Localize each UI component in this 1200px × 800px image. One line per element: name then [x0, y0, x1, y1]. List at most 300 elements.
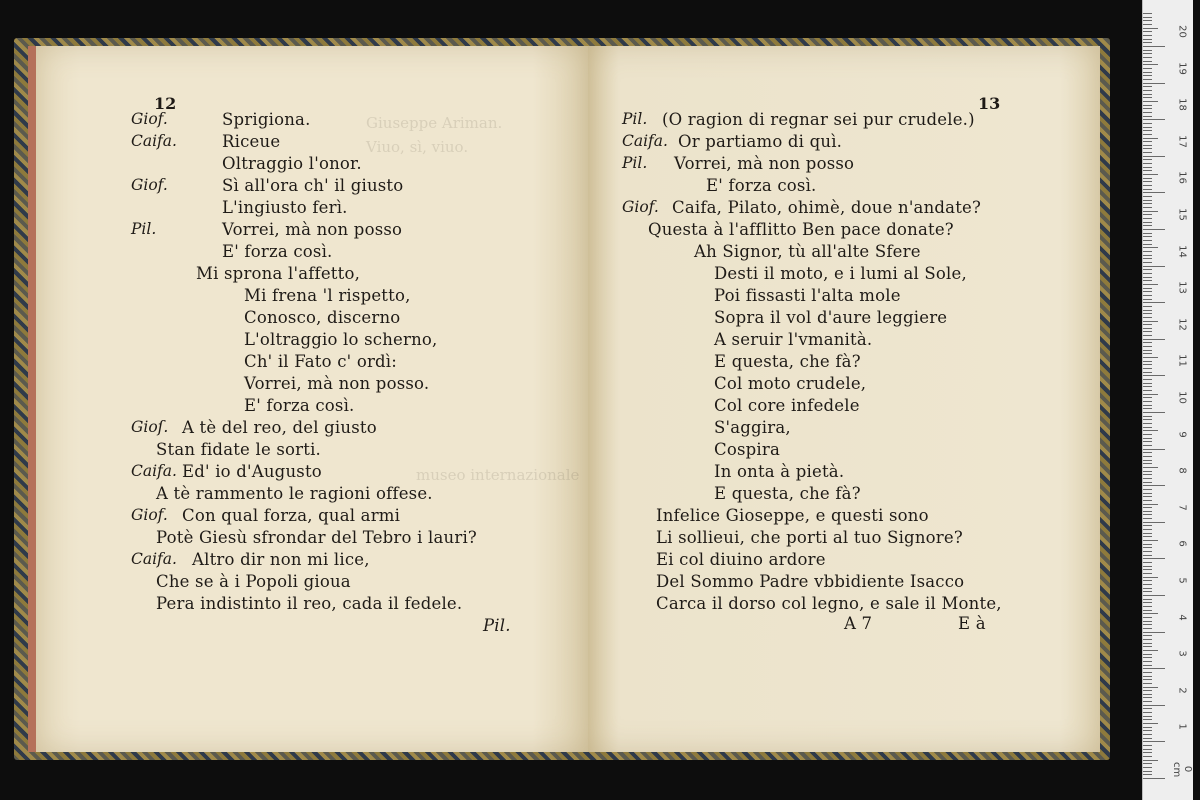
verse-line: Riceue: [222, 132, 281, 151]
ruler-tick: [1143, 705, 1165, 706]
ruler-tick: [1143, 602, 1152, 603]
ruler-tick: [1143, 460, 1152, 461]
ruler-tick: [1143, 83, 1165, 84]
ruler-tick: [1143, 75, 1152, 76]
ruler-label: 8: [1176, 467, 1188, 474]
ruler-tick: [1143, 412, 1165, 413]
ruler-tick: [1143, 514, 1152, 515]
ruler-tick: [1143, 580, 1152, 581]
ruler-tick: [1143, 591, 1152, 592]
ruler-tick: [1143, 288, 1152, 289]
ruler-tick: [1143, 489, 1152, 490]
ruler-tick: [1143, 767, 1152, 768]
ruler-tick: [1143, 302, 1165, 303]
left-page: [36, 46, 589, 752]
ruler-tick: [1143, 79, 1152, 80]
ruler-tick: [1143, 610, 1152, 611]
ruler-label: 16: [1176, 171, 1188, 185]
ruler-tick: [1143, 522, 1165, 523]
ruler-tick: [1143, 708, 1152, 709]
ruler-tick: [1143, 295, 1152, 296]
page-number: 12: [154, 94, 177, 113]
ruler-tick: [1143, 141, 1152, 142]
verse-line: E' forza così.: [706, 176, 817, 195]
ruler-tick: [1143, 416, 1152, 417]
ruler-tick: [1143, 28, 1158, 29]
ruler-tick: [1143, 741, 1165, 742]
verse-line: A tè del reo, del giusto: [182, 418, 377, 437]
ruler-tick: [1143, 116, 1152, 117]
ruler-tick: [1143, 35, 1152, 36]
ruler-tick: [1143, 496, 1152, 497]
ruler-tick: [1143, 24, 1152, 25]
ruler-tick: [1143, 474, 1152, 475]
ruler-tick: [1143, 163, 1152, 164]
ruler-tick: [1143, 588, 1152, 589]
ruler-tick: [1143, 225, 1152, 226]
ruler-tick: [1143, 218, 1152, 219]
verse-line: Ei col diuino ardore: [656, 550, 826, 569]
ruler-tick: [1143, 291, 1152, 292]
ruler-tick: [1143, 478, 1152, 479]
ruler-tick: [1143, 145, 1152, 146]
ruler-tick: [1143, 646, 1152, 647]
ruler-tick: [1143, 621, 1152, 622]
ruler-tick: [1143, 46, 1165, 47]
ruler-tick: [1143, 53, 1152, 54]
ruler-tick: [1143, 540, 1158, 541]
show-through-text: Giuseppe Ariman.: [366, 114, 503, 132]
ruler-label: 1: [1176, 723, 1188, 731]
ruler-tick: [1143, 244, 1152, 245]
verse-line: Li sollieui, che porti al tuo Signore?: [656, 528, 963, 547]
verse-line: Infelice Gioseppe, e questi sono: [656, 506, 929, 525]
ruler-label: 4: [1176, 613, 1188, 621]
ruler-tick: [1143, 127, 1152, 128]
ruler-label: 13: [1176, 281, 1188, 295]
verse-line: Mi sprona l'affetto,: [196, 264, 361, 283]
ruler-tick: [1143, 712, 1152, 713]
ruler-tick: [1143, 42, 1152, 43]
ruler-tick: [1143, 771, 1152, 772]
ruler-tick: [1143, 364, 1152, 365]
ruler-tick: [1143, 108, 1152, 109]
ruler-label: 3: [1176, 650, 1188, 657]
book-cover: [14, 38, 1110, 760]
ruler-label: 10: [1176, 391, 1188, 404]
ruler-tick: [1143, 112, 1152, 113]
ruler-label: 17: [1176, 134, 1188, 148]
verse-line: Del Sommo Padre vbbidiente Isacco: [656, 572, 965, 591]
ruler-tick: [1143, 346, 1152, 347]
ruler-tick: [1143, 701, 1152, 702]
show-through-text: Viuo, sì, viuo.: [366, 138, 469, 156]
signature-mark: A 7: [844, 614, 873, 633]
ruler-tick: [1143, 269, 1152, 270]
speaker-label: Giof.: [131, 110, 168, 128]
ruler-tick: [1143, 745, 1152, 746]
ruler-tick: [1143, 335, 1152, 336]
speaker-label: Pil.: [622, 110, 648, 128]
ruler-tick: [1143, 211, 1158, 212]
ruler-tick: [1143, 273, 1152, 274]
verse-line: L'oltraggio lo scherno,: [244, 330, 438, 349]
ruler-tick: [1143, 657, 1152, 658]
ruler-tick: [1143, 547, 1152, 548]
catchword: Pil.: [483, 616, 511, 635]
ruler-tick: [1143, 624, 1152, 625]
ruler-tick: [1143, 86, 1152, 87]
ruler-tick: [1143, 222, 1152, 223]
ruler-tick: [1143, 181, 1152, 182]
ruler-tick: [1143, 390, 1152, 391]
ruler-tick: [1143, 331, 1152, 332]
ruler-tick: [1143, 105, 1152, 106]
speaker-label: Giof.: [131, 506, 168, 524]
ruler-tick: [1143, 394, 1158, 395]
ruler-tick: [1143, 408, 1152, 409]
ruler-label: 15: [1176, 208, 1188, 221]
ruler-tick: [1143, 167, 1152, 168]
ruler-label: 19: [1176, 61, 1188, 75]
verse-line: Ch' il Fato c' ordì:: [244, 352, 398, 371]
ruler-label: 5: [1176, 577, 1188, 584]
verse-line: Mi frena 'l rispetto,: [244, 286, 411, 305]
ruler-tick: [1143, 518, 1152, 519]
ruler-label: 14: [1176, 244, 1188, 258]
ruler-tick: [1143, 258, 1152, 259]
ruler-tick: [1143, 679, 1152, 680]
ruler-tick: [1143, 485, 1165, 486]
ruler-label: 20: [1176, 25, 1188, 38]
ruler-tick: [1143, 434, 1152, 435]
ruler-tick: [1143, 752, 1152, 753]
ruler-tick: [1143, 467, 1158, 468]
show-through-text: museo internazionale: [416, 466, 580, 484]
ruler-tick: [1143, 507, 1152, 508]
verse-line: E questa, che fà?: [714, 484, 861, 503]
ruler-label: 6: [1176, 540, 1188, 548]
page-edge-strip: [28, 46, 36, 752]
ruler-tick: [1143, 676, 1152, 677]
ruler-tick: [1143, 730, 1152, 731]
ruler-tick: [1143, 697, 1152, 698]
verse-line: Col core infedele: [714, 396, 860, 415]
ruler-tick: [1143, 763, 1152, 764]
ruler-tick: [1143, 555, 1152, 556]
ruler-tick: [1143, 277, 1152, 278]
speaker-label: Caifa.: [131, 132, 177, 150]
ruler-tick: [1143, 617, 1152, 618]
verse-line: Che se à i Popoli gioua: [156, 572, 351, 591]
verse-line: L'ingiusto ferì.: [222, 198, 348, 217]
speaker-label: Giof.: [622, 198, 659, 216]
catchword: E à: [958, 614, 986, 633]
ruler-tick: [1143, 665, 1152, 666]
speaker-label: Gioſ.: [131, 418, 169, 436]
ruler-tick: [1143, 192, 1165, 193]
ruler-tick: [1143, 196, 1152, 197]
ruler-tick: [1143, 39, 1152, 40]
verse-line: Poi fissasti l'alta mole: [714, 286, 901, 305]
ruler-tick: [1143, 361, 1152, 362]
ruler-tick: [1143, 463, 1152, 464]
ruler-tick: [1143, 756, 1152, 757]
ruler-tick: [1143, 368, 1152, 369]
verse-line: Ed' io d'Augusto: [182, 462, 322, 481]
ruler-tick: [1143, 233, 1152, 234]
ruler-tick: [1143, 500, 1152, 501]
ruler-tick: [1143, 471, 1152, 472]
ruler-tick: [1143, 123, 1152, 124]
ruler-tick: [1143, 613, 1158, 614]
ruler-tick: [1143, 778, 1165, 779]
ruler-tick: [1143, 148, 1152, 149]
ruler-tick: [1143, 493, 1152, 494]
verse-line: Potè Giesù sfrondar del Tebro i lauri?: [156, 528, 477, 547]
verse-line: Vorrei, mà non posso: [222, 220, 403, 239]
ruler-label: 0 cm: [1171, 762, 1193, 778]
verse-line: Stan fidate le sorti.: [156, 440, 321, 459]
ruler-tick: [1143, 544, 1152, 545]
ruler-tick: [1143, 551, 1152, 552]
ruler-tick: [1143, 628, 1152, 629]
ruler-tick: [1143, 654, 1152, 655]
ruler-tick: [1143, 134, 1152, 135]
ruler-tick: [1143, 584, 1152, 585]
ruler-tick: [1143, 372, 1152, 373]
verse-line: E' forza così.: [244, 396, 355, 415]
verse-line: S'aggira,: [714, 418, 791, 437]
ruler-tick: [1143, 719, 1152, 720]
ruler-tick: [1143, 280, 1152, 281]
ruler-tick: [1143, 632, 1165, 633]
ruler-tick: [1143, 170, 1152, 171]
ruler-tick: [1143, 101, 1158, 102]
ruler-tick: [1143, 405, 1152, 406]
ruler-tick: [1143, 683, 1152, 684]
ruler-tick: [1143, 386, 1152, 387]
ruler-tick: [1143, 661, 1152, 662]
ruler-tick: [1143, 159, 1152, 160]
ruler-tick: [1143, 61, 1152, 62]
verse-line: Caifa, Pilato, ohimè, doue n'andate?: [672, 198, 982, 217]
ruler-tick: [1143, 328, 1152, 329]
ruler-tick: [1143, 90, 1152, 91]
verse-line: Questa à l'afflitto Ben pace donate?: [648, 220, 954, 239]
ruler-tick: [1143, 119, 1165, 120]
verse-line: Sì all'ora ch' il giusto: [222, 176, 404, 195]
ruler-tick: [1143, 694, 1152, 695]
ruler-tick: [1143, 379, 1152, 380]
verse-line: Sopra il vol d'aure leggiere: [714, 308, 948, 327]
ruler-tick: [1143, 31, 1152, 32]
ruler-tick: [1143, 97, 1152, 98]
page-number: 13: [978, 94, 1001, 113]
ruler-tick: [1143, 536, 1152, 537]
ruler-tick: [1143, 690, 1152, 691]
ruler-tick: [1143, 174, 1158, 175]
ruler-tick: [1143, 266, 1165, 267]
ruler-tick: [1143, 255, 1152, 256]
ruler-tick: [1143, 17, 1152, 18]
ruler-tick: [1143, 229, 1165, 230]
ruler-tick: [1143, 738, 1152, 739]
ruler-tick: [1143, 562, 1152, 563]
ruler-tick: [1143, 313, 1152, 314]
ruler-tick: [1143, 577, 1158, 578]
verse-line: A seruir l'vmanità.: [714, 330, 873, 349]
ruler-tick: [1143, 152, 1152, 153]
ruler-tick: [1143, 94, 1152, 95]
ruler-tick: [1143, 397, 1152, 398]
ruler-tick: [1143, 774, 1152, 775]
ruler-tick: [1143, 299, 1152, 300]
speaker-label: Caifa.: [131, 550, 177, 568]
ruler-tick: [1143, 138, 1158, 139]
ruler-label: 2: [1176, 687, 1188, 694]
verse-line: Vorrei, mà non posso: [674, 154, 855, 173]
ruler-tick: [1143, 639, 1152, 640]
ruler-tick: [1143, 449, 1165, 450]
ruler-tick: [1143, 727, 1152, 728]
ruler-tick: [1143, 569, 1152, 570]
ruler-tick: [1143, 185, 1152, 186]
verse-line: Altro dir non mi lice,: [192, 550, 370, 569]
ruler-label: 7: [1176, 504, 1188, 511]
ruler-tick: [1143, 438, 1152, 439]
ruler-tick: [1143, 13, 1152, 14]
speaker-label: Pil.: [622, 154, 648, 172]
ruler-tick: [1143, 130, 1152, 131]
verse-line: Col moto crudele,: [714, 374, 867, 393]
ruler-tick: [1143, 734, 1152, 735]
ruler-tick: [1143, 317, 1152, 318]
ruler-tick: [1143, 445, 1152, 446]
ruler-tick: [1143, 672, 1152, 673]
ruler-tick: [1143, 306, 1152, 307]
verse-line: Oltraggio l'onor.: [222, 154, 362, 173]
ruler-tick: [1143, 189, 1152, 190]
verse-line: Carca il dorso col legno, e sale il Monte,: [656, 594, 1002, 613]
verse-line: A tè rammento le ragioni offese.: [156, 484, 433, 503]
measurement-ruler: [1142, 0, 1193, 800]
verse-line: Pera indistinto il reo, cada il fedele.: [156, 594, 463, 613]
ruler-tick: [1143, 156, 1165, 157]
ruler-tick: [1143, 383, 1152, 384]
ruler-tick: [1143, 643, 1152, 644]
ruler-tick: [1143, 350, 1152, 351]
ruler-tick: [1143, 357, 1158, 358]
ruler-tick: [1143, 375, 1165, 376]
speaker-label: Caifa.: [622, 132, 668, 150]
ruler-tick: [1143, 529, 1152, 530]
verse-line: Ah Signor, tù all'alte Sfere: [694, 242, 921, 261]
ruler-tick: [1143, 50, 1152, 51]
ruler-tick: [1143, 452, 1152, 453]
ruler-tick: [1143, 324, 1152, 325]
ruler-tick: [1143, 64, 1158, 65]
ruler-tick: [1143, 504, 1158, 505]
ruler-tick: [1143, 558, 1165, 559]
ruler-tick: [1143, 650, 1158, 651]
ruler-tick: [1143, 566, 1152, 567]
ruler-tick: [1143, 200, 1152, 201]
verse-line: Desti il moto, e i lumi al Sole,: [714, 264, 967, 283]
ruler-tick: [1143, 284, 1158, 285]
right-page: [588, 46, 1100, 752]
ruler-tick: [1143, 423, 1152, 424]
verse-line: E' forza così.: [222, 242, 333, 261]
ruler-label: 12: [1176, 317, 1188, 331]
ruler-tick: [1143, 247, 1158, 248]
ruler-tick: [1143, 57, 1152, 58]
ruler-tick: [1143, 511, 1152, 512]
ruler-tick: [1143, 533, 1152, 534]
ruler-tick: [1143, 456, 1152, 457]
ruler-tick: [1143, 668, 1165, 669]
verse-line: Cospira: [714, 440, 780, 459]
ruler-tick: [1143, 20, 1152, 21]
verse-line: E questa, che fà?: [714, 352, 861, 371]
ruler-tick: [1143, 339, 1165, 340]
ruler-tick: [1143, 430, 1158, 431]
ruler-label: 9: [1176, 430, 1188, 438]
speaker-label: Caifa.: [131, 462, 177, 480]
verse-line: (O ragion di regnar sei pur crudele.): [662, 110, 975, 129]
ruler-tick: [1143, 595, 1165, 596]
ruler-tick: [1143, 687, 1158, 688]
ruler-tick: [1143, 723, 1158, 724]
ruler-tick: [1143, 573, 1152, 574]
ruler-tick: [1143, 262, 1152, 263]
ruler-tick: [1143, 441, 1152, 442]
ruler-tick: [1143, 749, 1152, 750]
ruler-tick: [1143, 310, 1152, 311]
ruler-tick: [1143, 427, 1152, 428]
ruler-tick: [1143, 251, 1152, 252]
verse-line: Con qual forza, qual armi: [182, 506, 401, 525]
ruler-tick: [1143, 716, 1152, 717]
ruler-tick: [1143, 72, 1152, 73]
ruler-tick: [1143, 68, 1152, 69]
ruler-label: 11: [1176, 354, 1188, 368]
speaker-label: Pil.: [131, 220, 157, 238]
verse-line: Or partiamo di quì.: [678, 132, 843, 151]
ruler-tick: [1143, 525, 1152, 526]
ruler-tick: [1143, 207, 1152, 208]
ruler-tick: [1143, 419, 1152, 420]
verse-line: Vorrei, mà non posso.: [244, 374, 430, 393]
ruler-tick: [1143, 321, 1158, 322]
verse-line: Conosco, discerno: [244, 308, 401, 327]
ruler-tick: [1143, 178, 1152, 179]
ruler-tick: [1143, 214, 1152, 215]
ruler-tick: [1143, 482, 1152, 483]
speaker-label: Giof.: [131, 176, 168, 194]
ruler-tick: [1143, 401, 1152, 402]
ruler-label: 18: [1176, 98, 1188, 112]
ruler-tick: [1143, 599, 1152, 600]
ruler-tick: [1143, 635, 1152, 636]
ruler-tick: [1143, 240, 1152, 241]
ruler-tick: [1143, 236, 1152, 237]
ruler-tick: [1143, 342, 1152, 343]
ruler-tick: [1143, 760, 1158, 761]
ruler-tick: [1143, 353, 1152, 354]
ruler-tick: [1143, 606, 1152, 607]
verse-line: In onta à pietà.: [714, 462, 845, 481]
